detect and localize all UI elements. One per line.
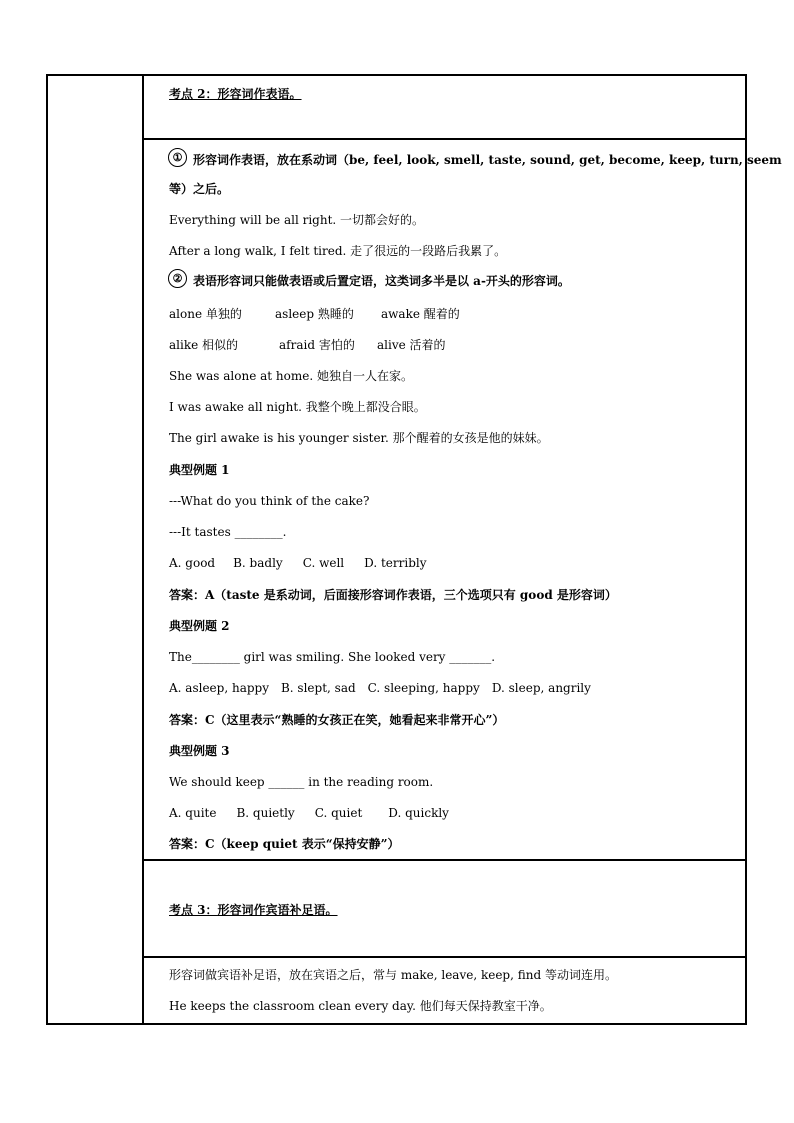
question-line: ---It tastes ________. [169,525,287,539]
row-divider [144,956,745,958]
vocab-item: afraid 害怕的 [279,338,355,352]
vocab-item: awake 醒着的 [381,307,460,321]
option: B. slept, sad [280,681,356,695]
question-line: We should keep ______ in the reading room. [169,775,434,789]
number-badge-2: ② [168,269,187,288]
example-sentence: After a long walk, I felt tired. 走了很远的一段路后我累了。 [169,244,507,258]
point-1-rule [168,148,782,168]
vocab-item: alike 相似的 [169,338,239,352]
answer: 答案：C（keep quiet 表示“保持安静”） [169,837,400,851]
point-2-rule-text: 表语形容词只能做表语或后置定语，这类词多半是以 a-开头的形容词。 [193,274,570,288]
question-heading: 典型例题 1 [169,463,230,477]
answer: 答案：C（这里表示“熟睡的女孩正在笑，她看起来非常开心”） [169,713,505,727]
example-sentence: Everything will be all right. 一切都会好的。 [169,213,425,227]
example-sentence: The girl awake is his younger sister. 那个醒着的女孩是他的妹妹。 [169,431,549,445]
question-heading: 典型例题 2 [169,619,230,633]
option: B. badly [233,556,283,570]
example-sentence: She was alone at home. 她独自一人在家。 [169,369,413,383]
option: C. well [302,556,345,570]
vocab-row [169,306,460,322]
question-heading: 典型例题 3 [169,744,230,758]
option: C. sleeping, happy [367,681,480,695]
option: A. asleep, happy [169,681,269,695]
question-options [169,805,449,821]
option: D. quickly [388,806,449,820]
example-sentence: I was awake all night. 我整个晚上都没合眼。 [169,400,426,414]
option: D. terribly [364,556,427,570]
vocab-item: alone 单独的 [169,307,242,321]
question-options [169,680,591,696]
number-badge-1: ① [168,148,187,167]
question-line: The________ girl was smiling. She looked very _______. [169,650,496,664]
vocab-item: alive 活着的 [377,338,446,352]
section-3-title: 考点 3：形容词作宾语补足语。 [169,903,338,917]
option: A. quite [169,806,217,820]
option: A. good [169,556,216,570]
point-2-rule [168,269,570,289]
vocab-item: asleep 熟睡的 [275,307,354,321]
point-1-rule-cont: 等）之后。 [169,182,230,196]
question-line: ---What do you think of the cake? [169,494,370,508]
vocab-row [169,337,446,353]
section-3-rule: 形容词做宾语补足语，放在宾语之后，常与 make, leave, keep, find 等动词连用。 [169,968,617,982]
example-sentence: He keeps the classroom clean every day. 他们每天保持教室干净。 [169,999,552,1013]
row-divider [144,859,745,861]
answer: 答案：A（taste 是系动词，后面接形容词作表语，三个选项只有 good 是形容词） [169,588,617,602]
row-divider [144,138,745,140]
option: B. quietly [236,806,295,820]
column-divider [142,76,144,1023]
option: D. sleep, angrily [491,681,591,695]
question-options [169,555,427,571]
point-1-rule-text: 形容词作表语，放在系动词（be, feel, look, smell, taste, sound, get, become, keep, turn, seem [193,153,782,167]
section-2-title: 考点 2：形容词作表语。 [169,87,302,101]
option: C. quiet [314,806,363,820]
